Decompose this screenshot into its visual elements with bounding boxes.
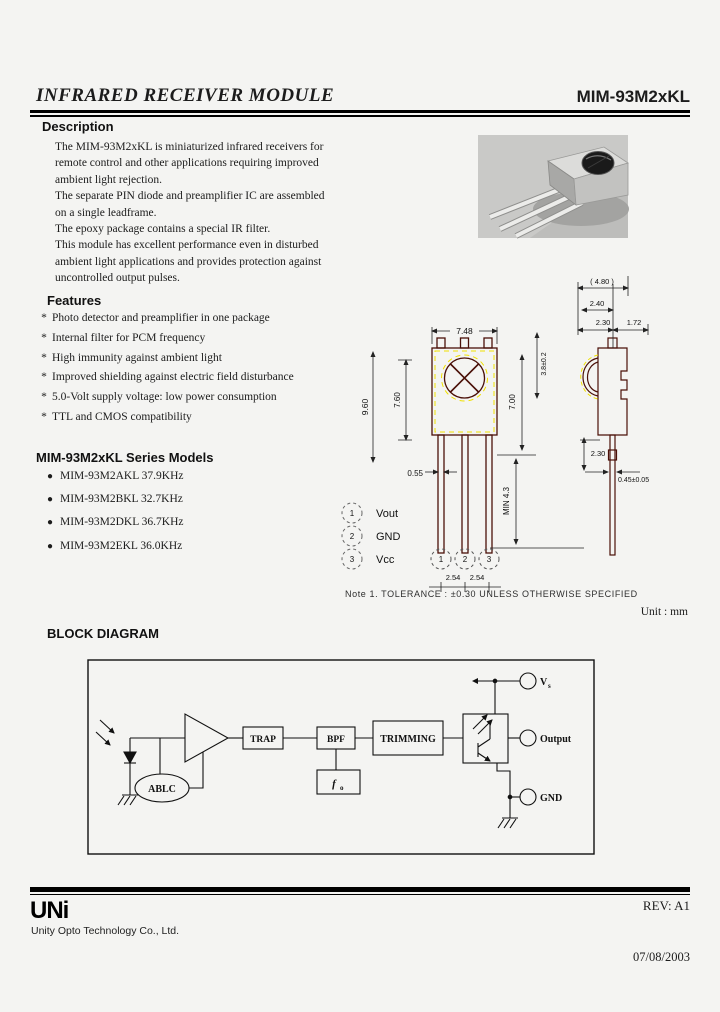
unit-label: Unit : mm: [640, 606, 688, 618]
description-line: remote control and other applications requiring improved: [55, 157, 319, 170]
date-label: 07/08/2003: [633, 950, 690, 964]
legend-pin-number: 3: [349, 555, 355, 564]
uni-logo: UNi: [30, 897, 69, 924]
description-line: uncontrolled output pulses.: [55, 272, 180, 285]
pin-3: [486, 435, 492, 553]
gnd-terminal: [520, 789, 536, 805]
features-heading: Features: [47, 293, 102, 308]
pin-number: 2: [462, 555, 468, 564]
block-diagram: [85, 655, 600, 860]
description-line: The epoxy package contains a special IR filter.: [55, 223, 271, 236]
ablc-label: ABLC: [148, 784, 176, 795]
dim-overall-height: 9.60: [360, 398, 370, 416]
dot-bullet: ●: [47, 540, 54, 552]
feature-item: [36, 352, 376, 372]
legend-pin-label: Vcc: [376, 554, 395, 566]
revision-label: REV: A1: [642, 898, 690, 913]
gnd-label: GND: [540, 793, 563, 804]
asterisk-bullet: *: [41, 391, 47, 404]
dim-side-front: 2.30: [595, 318, 611, 327]
dim-side-back: 1.72: [626, 318, 642, 327]
vs-sub: s: [548, 682, 551, 690]
output-terminal: [520, 730, 536, 746]
product-photo: [478, 135, 628, 238]
package-outline-drawing: [340, 265, 700, 590]
model-text: MIM-93M2EKL 36.0KHz: [60, 539, 183, 552]
dim-side-standoff: 2.30: [590, 449, 606, 458]
page-title: INFRARED RECEIVER MODULE: [36, 85, 335, 106]
models-list: [47, 470, 347, 563]
feature-text: High immunity against ambient light: [52, 351, 222, 364]
ground-icon: [118, 795, 138, 805]
fo-sub: o: [340, 784, 344, 792]
asterisk-bullet: *: [41, 351, 47, 364]
dim-lens: 3.8±0.2: [541, 352, 548, 376]
feature-item: [36, 371, 376, 391]
pin-number: 1: [438, 555, 444, 564]
block-diagram-heading: BLOCK DIAGRAM: [47, 626, 159, 641]
ir-arrow: [96, 732, 110, 745]
dim-pin-width: 0.55: [407, 469, 423, 478]
pin-number: 3: [486, 555, 492, 564]
pin-1: [438, 435, 444, 553]
legend-pin-label: Vout: [376, 508, 399, 520]
tolerance-note: Note 1. TOLERANCE : ±0.30 UNLESS OTHERWISE SPECIFIED: [345, 589, 638, 599]
models-heading: MIM-93M2xKL Series Models: [36, 450, 214, 465]
model-text: MIM-93M2BKL 32.7KHz: [60, 493, 183, 506]
vs-label: V: [540, 677, 548, 688]
part-number: MIM-93M2xKL: [576, 87, 690, 106]
description-line: The separate PIN diode and preamplifier IC are assembled: [55, 190, 325, 203]
dim-min-lead: MIN 4.3: [502, 486, 511, 516]
trimming-label: TRIMMING: [380, 734, 436, 745]
pin-2: [462, 435, 468, 553]
dim-side-overall: ( 4.80 ): [590, 277, 614, 286]
fo-label: f: [332, 778, 336, 790]
feature-text: 5.0-Volt supply voltage: low power consumption: [52, 391, 277, 404]
dim-pitch-a: 2.54: [445, 573, 461, 582]
model-item: [47, 470, 347, 493]
feature-item: [36, 391, 376, 411]
front-view: [432, 338, 497, 553]
dim-inner-height: 7.60: [393, 392, 402, 408]
feature-text: Improved shielding against electric field disturbance: [52, 371, 294, 384]
feature-item: [36, 411, 376, 431]
header-rule: [30, 110, 690, 113]
amplifier-icon: [185, 714, 228, 762]
trap-label: TRAP: [250, 735, 276, 745]
asterisk-bullet: *: [41, 331, 47, 344]
description-line: The MIM-93M2xKL is miniaturized infrared receivers for: [55, 141, 324, 153]
lens-dome: [582, 152, 614, 175]
dim-lead-thickness: 0.45±0.05: [618, 477, 650, 484]
side-view: [583, 338, 627, 555]
description-heading: Description: [42, 119, 114, 134]
feature-text: Internal filter for PCM frequency: [52, 331, 206, 344]
output-label: Output: [540, 734, 572, 745]
feature-text: TTL and CMOS compatibility: [52, 410, 192, 423]
description-line: ambient light applications and provides protection against: [55, 255, 322, 268]
dim-side-lens: 2.40: [589, 299, 605, 308]
fo-box: [317, 770, 360, 794]
dim-body-height: 7.00: [508, 394, 517, 410]
asterisk-bullet: *: [41, 312, 47, 324]
diagram-border: [88, 660, 594, 854]
ground-icon: [498, 818, 518, 828]
description-line: on a single leadframe.: [55, 206, 157, 219]
model-item: [47, 493, 347, 516]
model-text: MIM-93M2DKL 36.7KHz: [60, 516, 184, 529]
feature-text: Photo detector and preamplifier in one package: [52, 312, 270, 324]
dim-pitch-b: 2.54: [469, 573, 485, 582]
feature-item: [36, 312, 376, 332]
photodiode-icon: [124, 752, 136, 763]
bpf-label: BPF: [327, 735, 345, 745]
asterisk-bullet: *: [41, 371, 47, 384]
dot-bullet: ●: [47, 471, 54, 482]
ir-arrow: [100, 720, 114, 733]
model-item: [47, 540, 347, 563]
dot-bullet: ●: [47, 494, 54, 506]
dot-bullet: ●: [47, 517, 54, 529]
legend-pin-number: 2: [349, 532, 355, 541]
footer-rule-thin: [30, 894, 690, 895]
highlight-dashes: [435, 351, 494, 432]
feature-item: [36, 332, 376, 352]
company-name: Unity Opto Technology Co., Ltd.: [31, 925, 180, 937]
description-line: ambient light rejection.: [55, 173, 162, 186]
legend-pin-number: 1: [349, 509, 355, 518]
features-list: [36, 312, 376, 431]
description-line: This module has excellent performance even in disturbed: [55, 239, 319, 252]
footer-rule: [30, 887, 690, 892]
output-stage-box: [463, 714, 508, 763]
vs-terminal: [520, 673, 536, 689]
model-text: MIM-93M2AKL 37.9KHz: [60, 470, 184, 482]
legend-pin-label: GND: [376, 531, 401, 543]
asterisk-bullet: *: [41, 410, 47, 423]
header-rule-thin: [30, 115, 690, 117]
dim-top-width: 7.48: [456, 326, 473, 336]
model-item: [47, 516, 347, 539]
